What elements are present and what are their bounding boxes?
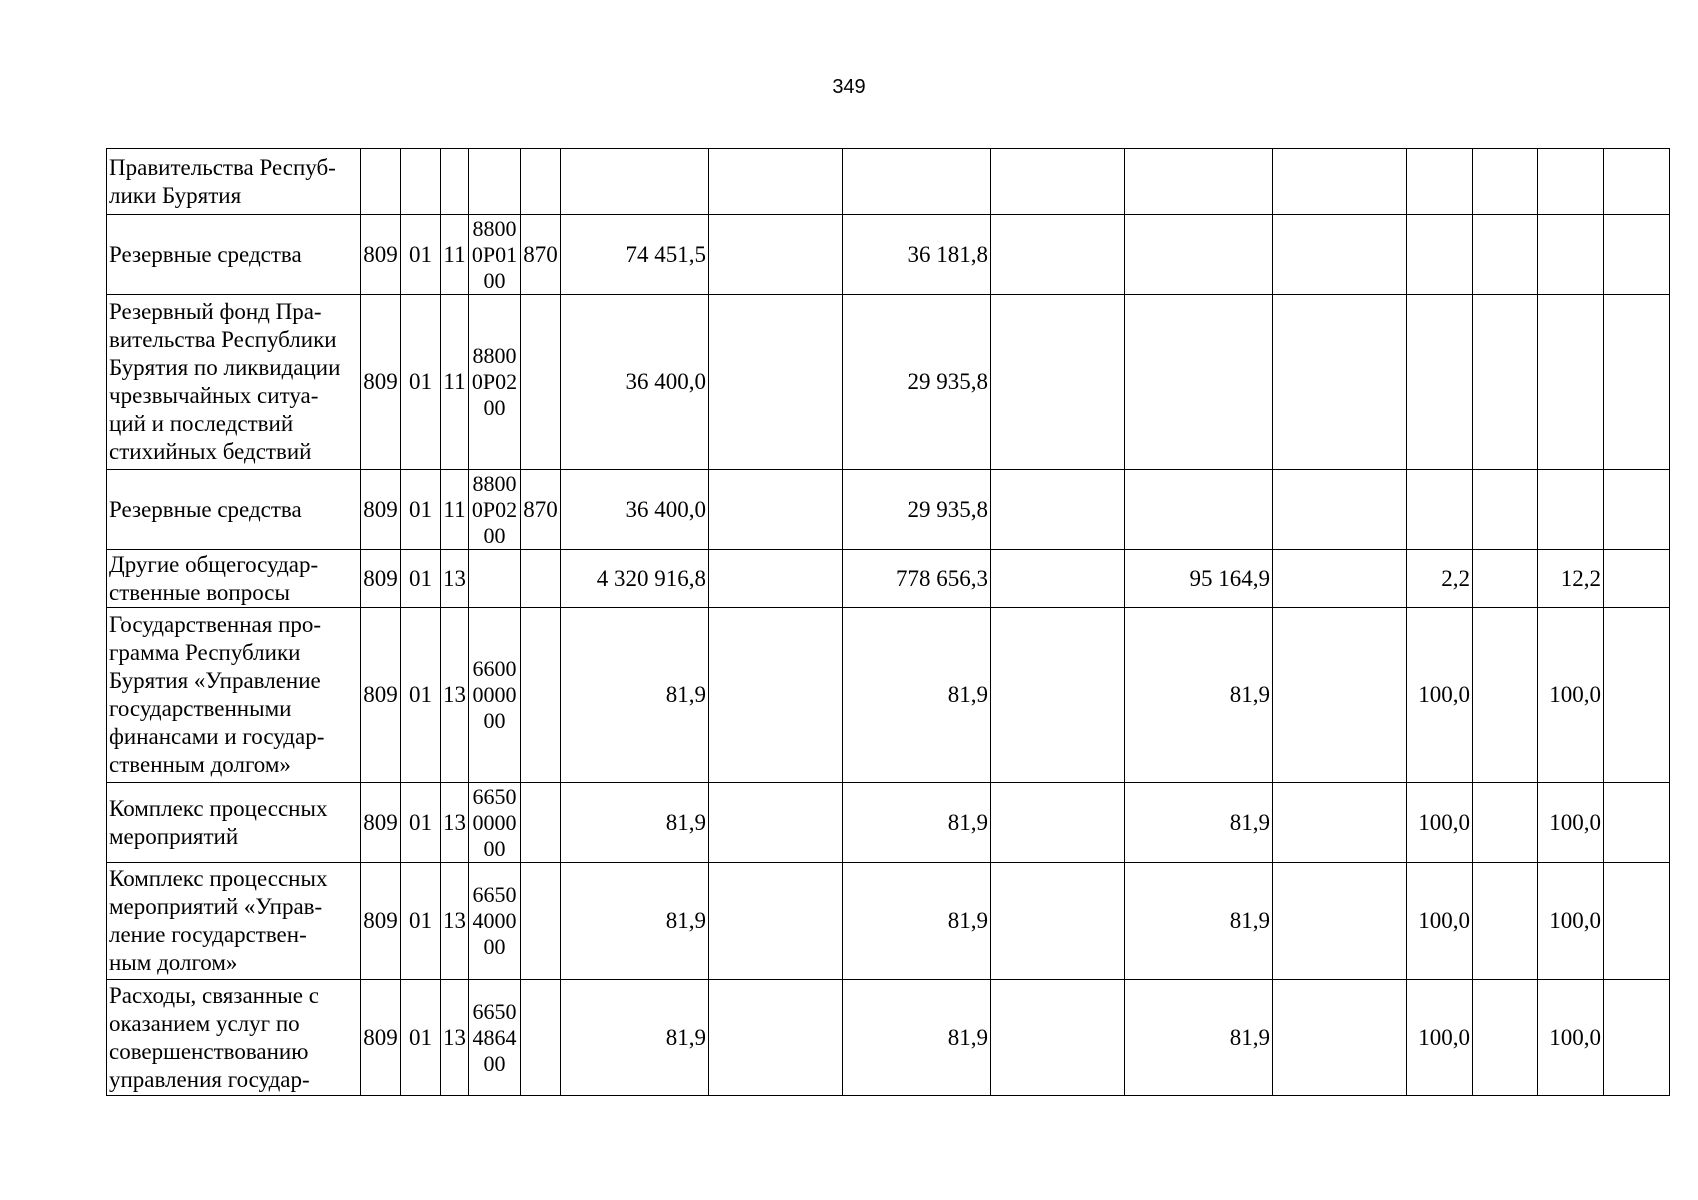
cell-percent-1: 100,0 — [1407, 783, 1473, 863]
cell-expense-type — [521, 783, 561, 863]
page-number: 349 — [832, 76, 866, 98]
cell-amount-5 — [1125, 215, 1273, 295]
cell-percent-2 — [1473, 295, 1538, 470]
cell-target-article — [469, 550, 521, 608]
cell-expense-type — [521, 550, 561, 608]
cell-amount-4 — [991, 149, 1125, 215]
cell-grbs — [361, 149, 401, 215]
cell-percent-2 — [1473, 149, 1538, 215]
cell-amount-6 — [1273, 783, 1407, 863]
cell-subsection: 11 — [441, 215, 469, 295]
cell-subsection: 13 — [441, 608, 469, 783]
cell-percent-2 — [1473, 470, 1538, 550]
cell-amount-6 — [1273, 980, 1407, 1096]
cell-amount-5 — [1125, 470, 1273, 550]
cell-amount-3: 36 181,8 — [843, 215, 991, 295]
cell-empty — [1604, 783, 1670, 863]
cell-section: 01 — [401, 980, 441, 1096]
cell-grbs: 809 — [361, 295, 401, 470]
cell-percent-1 — [1407, 470, 1473, 550]
cell-percent-1: 100,0 — [1407, 608, 1473, 783]
cell-percent-1: 100,0 — [1407, 863, 1473, 980]
cell-amount-2 — [709, 550, 843, 608]
cell-subsection: 13 — [441, 783, 469, 863]
table-row — [107, 783, 1670, 863]
cell-amount-1: 81,9 — [561, 783, 709, 863]
cell-subsection: 13 — [441, 550, 469, 608]
cell-amount-3: 81,9 — [843, 608, 991, 783]
cell-amount-6 — [1273, 470, 1407, 550]
cell-percent-1 — [1407, 149, 1473, 215]
cell-percent-1 — [1407, 295, 1473, 470]
cell-name: Резервные средства — [107, 470, 361, 550]
cell-amount-4 — [991, 608, 1125, 783]
cell-name: Правительства Респуб- лики Бурятия — [107, 149, 361, 215]
cell-target-article: 6650 0000 00 — [469, 783, 521, 863]
table-row — [107, 295, 1670, 470]
cell-percent-2 — [1473, 980, 1538, 1096]
cell-amount-6 — [1273, 215, 1407, 295]
cell-amount-4 — [991, 783, 1125, 863]
cell-grbs: 809 — [361, 470, 401, 550]
cell-amount-4 — [991, 863, 1125, 980]
cell-grbs: 809 — [361, 215, 401, 295]
cell-amount-2 — [709, 863, 843, 980]
table-row — [107, 863, 1670, 980]
cell-target-article: 8800 0Р02 00 — [469, 295, 521, 470]
cell-section: 01 — [401, 608, 441, 783]
cell-amount-1 — [561, 149, 709, 215]
cell-percent-3: 100,0 — [1538, 863, 1604, 980]
cell-amount-1: 81,9 — [561, 980, 709, 1096]
cell-amount-1: 4 320 916,8 — [561, 550, 709, 608]
cell-amount-5: 81,9 — [1125, 980, 1273, 1096]
cell-expense-type: 870 — [521, 470, 561, 550]
budget-table — [106, 148, 1670, 1096]
cell-subsection: 13 — [441, 863, 469, 980]
cell-percent-3: 100,0 — [1538, 608, 1604, 783]
cell-amount-2 — [709, 149, 843, 215]
cell-amount-1: 74 451,5 — [561, 215, 709, 295]
cell-expense-type — [521, 980, 561, 1096]
cell-percent-2 — [1473, 550, 1538, 608]
cell-section: 01 — [401, 863, 441, 980]
cell-percent-3 — [1538, 295, 1604, 470]
cell-name: Другие общегосудар- ственные вопросы — [107, 550, 361, 608]
table-row — [107, 608, 1670, 783]
table-row — [107, 550, 1670, 608]
cell-name: Расходы, связанные с оказанием услуг по совершенствованию управления государ- — [107, 980, 361, 1096]
cell-amount-5: 81,9 — [1125, 863, 1273, 980]
cell-name: Государственная про- грамма Республики Бурятия «Управление государственными финансами и государ- ственным долгом» — [107, 608, 361, 783]
cell-amount-4 — [991, 470, 1125, 550]
cell-amount-5: 81,9 — [1125, 783, 1273, 863]
cell-amount-5 — [1125, 295, 1273, 470]
cell-target-article: 8800 0Р02 00 — [469, 470, 521, 550]
cell-subsection — [441, 149, 469, 215]
cell-amount-5: 95 164,9 — [1125, 550, 1273, 608]
cell-amount-4 — [991, 215, 1125, 295]
cell-amount-3: 778 656,3 — [843, 550, 991, 608]
cell-grbs: 809 — [361, 608, 401, 783]
cell-subsection: 11 — [441, 295, 469, 470]
cell-amount-6 — [1273, 863, 1407, 980]
cell-grbs: 809 — [361, 783, 401, 863]
cell-amount-6 — [1273, 149, 1407, 215]
cell-amount-2 — [709, 980, 843, 1096]
cell-amount-2 — [709, 783, 843, 863]
cell-empty — [1604, 149, 1670, 215]
cell-amount-2 — [709, 295, 843, 470]
cell-amount-6 — [1273, 608, 1407, 783]
cell-expense-type — [521, 295, 561, 470]
cell-amount-6 — [1273, 550, 1407, 608]
cell-empty — [1604, 608, 1670, 783]
cell-amount-3: 81,9 — [843, 783, 991, 863]
cell-empty — [1604, 470, 1670, 550]
cell-expense-type: 870 — [521, 215, 561, 295]
cell-section: 01 — [401, 550, 441, 608]
cell-amount-3 — [843, 149, 991, 215]
cell-percent-1 — [1407, 215, 1473, 295]
cell-grbs: 809 — [361, 550, 401, 608]
cell-empty — [1604, 215, 1670, 295]
cell-section — [401, 149, 441, 215]
cell-target-article: 6650 4000 00 — [469, 863, 521, 980]
cell-amount-3: 81,9 — [843, 980, 991, 1096]
cell-grbs: 809 — [361, 863, 401, 980]
cell-percent-3 — [1538, 215, 1604, 295]
cell-name: Комплекс процессных мероприятий «Управ- ление государствен- ным долгом» — [107, 863, 361, 980]
cell-percent-3: 12,2 — [1538, 550, 1604, 608]
cell-amount-4 — [991, 295, 1125, 470]
cell-percent-3 — [1538, 149, 1604, 215]
cell-percent-2 — [1473, 608, 1538, 783]
cell-amount-1: 81,9 — [561, 608, 709, 783]
cell-amount-3: 29 935,8 — [843, 295, 991, 470]
cell-amount-2 — [709, 608, 843, 783]
cell-amount-1: 81,9 — [561, 863, 709, 980]
cell-target-article: 6650 4864 00 — [469, 980, 521, 1096]
cell-amount-4 — [991, 550, 1125, 608]
cell-amount-2 — [709, 215, 843, 295]
cell-amount-5: 81,9 — [1125, 608, 1273, 783]
cell-percent-1: 100,0 — [1407, 980, 1473, 1096]
table-row — [107, 980, 1670, 1096]
cell-amount-1: 36 400,0 — [561, 470, 709, 550]
cell-section: 01 — [401, 783, 441, 863]
cell-empty — [1604, 295, 1670, 470]
table-row — [107, 215, 1670, 295]
cell-percent-2 — [1473, 215, 1538, 295]
cell-amount-5 — [1125, 149, 1273, 215]
cell-percent-1: 2,2 — [1407, 550, 1473, 608]
cell-percent-3 — [1538, 470, 1604, 550]
cell-section: 01 — [401, 295, 441, 470]
cell-expense-type — [521, 863, 561, 980]
cell-percent-3: 100,0 — [1538, 980, 1604, 1096]
cell-grbs: 809 — [361, 980, 401, 1096]
cell-expense-type — [521, 608, 561, 783]
cell-expense-type — [521, 149, 561, 215]
cell-name: Комплекс процессных мероприятий — [107, 783, 361, 863]
cell-target-article: 8800 0Р01 00 — [469, 215, 521, 295]
cell-amount-6 — [1273, 295, 1407, 470]
cell-name: Резервный фонд Пра- вительства Республики Бурятия по ликвидации чрезвычайных ситуа- ций и последствий стихийных бедствий — [107, 295, 361, 470]
cell-amount-3: 29 935,8 — [843, 470, 991, 550]
cell-amount-1: 36 400,0 — [561, 295, 709, 470]
table-row — [107, 470, 1670, 550]
cell-target-article: 6600 0000 00 — [469, 608, 521, 783]
cell-subsection: 11 — [441, 470, 469, 550]
cell-empty — [1604, 550, 1670, 608]
cell-amount-4 — [991, 980, 1125, 1096]
cell-amount-2 — [709, 470, 843, 550]
cell-percent-3: 100,0 — [1538, 783, 1604, 863]
cell-section: 01 — [401, 215, 441, 295]
cell-percent-2 — [1473, 863, 1538, 980]
cell-section: 01 — [401, 470, 441, 550]
table-row — [107, 149, 1670, 215]
cell-empty — [1604, 863, 1670, 980]
cell-empty — [1604, 980, 1670, 1096]
cell-amount-3: 81,9 — [843, 863, 991, 980]
cell-percent-2 — [1473, 783, 1538, 863]
cell-target-article — [469, 149, 521, 215]
cell-name: Резервные средства — [107, 215, 361, 295]
cell-subsection: 13 — [441, 980, 469, 1096]
